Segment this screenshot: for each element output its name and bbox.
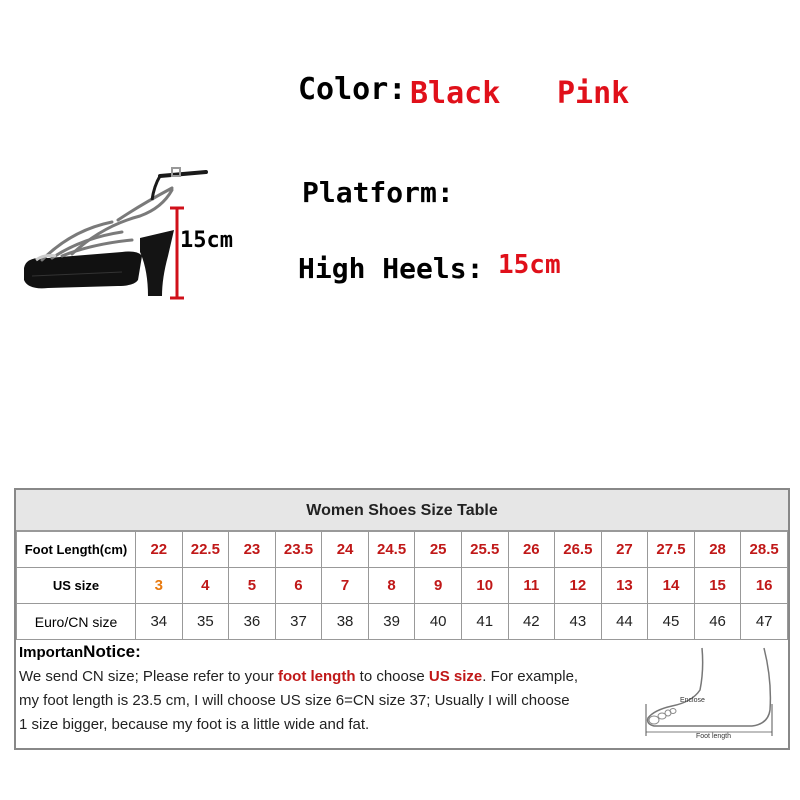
us-size-cell: 3 (136, 568, 183, 604)
euro-size-cell: 46 (694, 604, 741, 640)
euro-size-cell: 36 (229, 604, 276, 640)
us-size-cell: 15 (694, 568, 741, 604)
us-size-cell: 5 (229, 568, 276, 604)
foot-length-cell: 26.5 (555, 532, 602, 568)
euro-size-cell: 39 (368, 604, 415, 640)
notice-line-3: 1 size bigger, because my foot is a little wide and fat. (19, 716, 370, 733)
foot-length-cell: 23 (229, 532, 276, 568)
us-size-cell: 6 (275, 568, 322, 604)
notice-title (19, 640, 629, 665)
foot-length-cell: 22 (136, 532, 183, 568)
foot-length-cell: 24 (322, 532, 369, 568)
notice-text: . For example, (482, 668, 579, 685)
foot-length-cell: 23.5 (275, 532, 322, 568)
euro-size-cell: 34 (136, 604, 183, 640)
foot-figure-enclose-label: Enclose (680, 697, 705, 704)
foot-length-cell: 25.5 (461, 532, 508, 568)
foot-length-cell: 27 (601, 532, 648, 568)
size-grid (16, 531, 788, 640)
us-size-label: US size (17, 568, 136, 604)
notice-block (19, 640, 629, 737)
us-size-cell: 12 (555, 568, 602, 604)
euro-size-cell: 44 (601, 604, 648, 640)
foot-length-cell: 28 (694, 532, 741, 568)
color-option-black: Black (410, 76, 501, 111)
notice-text: We send CN size; Please refer to your (19, 668, 278, 685)
foot-length-cell: 25 (415, 532, 462, 568)
us-size-row (17, 568, 788, 604)
euro-size-cell: 47 (741, 604, 788, 640)
size-table-title: Women Shoes Size Table (16, 490, 788, 531)
us-size-cell: 11 (508, 568, 555, 604)
platform-label: Platform: (302, 176, 454, 209)
heel-label: High Heels: (298, 252, 484, 285)
us-size-cell: 9 (415, 568, 462, 604)
foot-length-cell: 22.5 (182, 532, 229, 568)
euro-size-cell: 45 (648, 604, 695, 640)
euro-size-cell: 43 (555, 604, 602, 640)
euro-size-cell: 41 (461, 604, 508, 640)
euro-size-label: Euro/CN size (17, 604, 136, 640)
sandal-heel (140, 230, 174, 296)
notice-line-1 (19, 665, 629, 689)
foot-length-cell: 27.5 (648, 532, 695, 568)
foot-measure-figure (632, 640, 782, 744)
euro-size-cell: 40 (415, 604, 462, 640)
notice-line-2: my foot length is 23.5 cm, I will choose US size 6=CN size 37; Usually I will choose (19, 692, 570, 709)
size-table (14, 488, 790, 750)
euro-size-cell: 37 (275, 604, 322, 640)
notice-text: to choose (355, 668, 429, 685)
us-size-cell: 4 (182, 568, 229, 604)
us-size-cell: 13 (601, 568, 648, 604)
us-size-cell: 16 (741, 568, 788, 604)
foot-length-cell: 28.5 (741, 532, 788, 568)
foot-figure-length-label: Foot length (696, 733, 732, 740)
euro-size-cell: 35 (182, 604, 229, 640)
heel-value: 15cm (498, 250, 561, 280)
euro-size-cell: 38 (322, 604, 369, 640)
foot-length-cell: 24.5 (368, 532, 415, 568)
color-label: Color: (298, 72, 407, 107)
height-measure-label: 15cm (180, 228, 233, 253)
foot-length-label: Foot Length(cm) (17, 532, 136, 568)
us-size-cell: 14 (648, 568, 695, 604)
us-size-cell: 7 (322, 568, 369, 604)
notice-title-a: Importan (19, 644, 84, 661)
euro-size-row (17, 604, 788, 640)
us-size-cell: 8 (368, 568, 415, 604)
notice-title-b: Notice: (83, 642, 141, 661)
foot-length-cell: 26 (508, 532, 555, 568)
foot-length-row (17, 532, 788, 568)
notice-foot-length: foot length (278, 668, 356, 685)
notice-us-size: US size (428, 668, 483, 685)
euro-size-cell: 42 (508, 604, 555, 640)
us-size-cell: 10 (461, 568, 508, 604)
color-option-pink: Pink (557, 76, 630, 111)
